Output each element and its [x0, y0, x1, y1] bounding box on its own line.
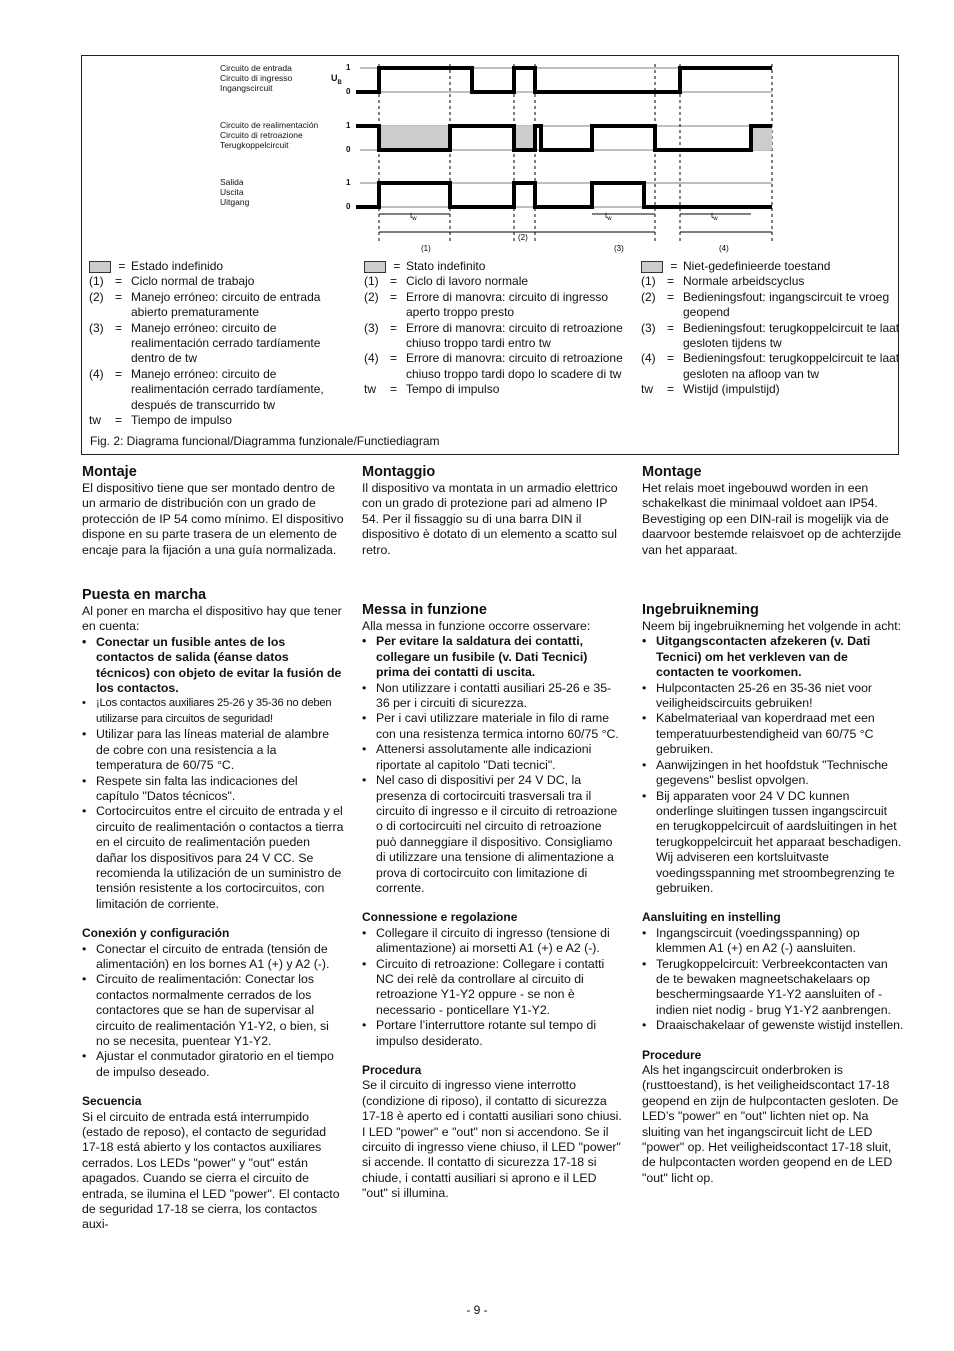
list-item: • Kabelmateriaal van koperdraad met een temperatuurbestendigheid van 60/75 °C gebruiken.	[642, 711, 904, 757]
heading-conexion: Conexión y configuración	[82, 926, 230, 941]
paragraph-messa: Alla messa in funzione occorre osservare:	[362, 619, 591, 634]
list-item: • Circuito de realimentación: Conectar los contactos normalmente cerrados de los contactores que se han de supervisar al circuito de realimentación Y1-Y2, o bien, si no se necesita, puentear Y1-Y2.	[82, 972, 344, 1049]
list-item: • Collegare il circuito di ingresso (tensione di alimentazione) ai morsetti A1 (+) e A2 (-).	[362, 926, 624, 957]
list-item: • Cortocircuitos entre el circuito de entrada y el circuito de realimentación o contactos a tierra en el circuito de realimentación pueden dañar los dispositivos para 24 V CC. Se recomienda la utilización de un suministro de tensión resistente a los cortocircuitos, con limitación de corriente.	[82, 804, 344, 912]
list-messa	[362, 634, 624, 896]
level-low-3: 0	[346, 202, 351, 211]
heading-procedure: Procedure	[642, 1047, 702, 1062]
column-dutch	[642, 463, 904, 1186]
list-item: • Attenersi assolutamente alle indicazioni riportate al capitolo "Dati tecnici".	[362, 742, 624, 773]
heading-aansluiting: Aansluiting en instelling	[642, 910, 781, 925]
heading-procedura: Procedura	[362, 1063, 422, 1077]
level-low-1: 0	[346, 87, 351, 96]
paragraph-secuencia: Si el circuito de entrada está interrumpido (estado de reposo), el contacto de seguridad 17-18 está abierto y los contactos auxiliares cerrados. Los LEDs "power" y "out" están apagados. Cuando se cierra el circuito de entrada, se ilumina el LED "power". El contacto de seguridad 17-18 se cierra, los contactos auxi-	[82, 1109, 340, 1232]
case-label-2: (2)	[518, 233, 528, 242]
case-label-1: (1)	[421, 244, 431, 253]
heading-puesta-en-marcha: Puesta en marcha	[82, 587, 207, 604]
list-item: • Draaischakelaar of gewenste wistijd instellen.	[642, 1018, 904, 1033]
paragraph-procedura: Se il circuito di ingresso viene interrotto (condizione di riposo), il contatto di sicurezza 17-18 è aperto ed i contatti ausiliari sono chiusi. I LED "power" e "out" non si accendono. Se il circuito di ingresso viene chiuso, il LED "power" si accende. Il contatto di sicurezza 17-18 si chiude, i contatti ausiliari si aprono e il LED "out" si illumina.	[362, 1078, 622, 1201]
list-item: • Hulpcontacten 25-26 en 35-36 niet voor veiligheidscircuits gebruiken!	[642, 681, 904, 712]
list-item: • Terugkoppelcircuit: Verbreekcontacten van de te bewaken magneetschakelaars op beschermingsaarde Y1-Y2 aansluiten of - indien niet nodig - brug Y1-Y2 aanbrengen.	[642, 957, 904, 1019]
list-aansluiting	[642, 926, 904, 1034]
paragraph-puesta: Al poner en marcha el dispositivo hay que tener en cuenta:	[82, 604, 342, 634]
tw-label-4: $t_w$	[711, 211, 718, 222]
undefined-state-swatch	[641, 261, 663, 273]
list-item: • Utilizar para las líneas material de alambre de cobre con una resistencia a la temperatura de 60/75 °C.	[82, 727, 344, 773]
undefined-state-swatch	[89, 261, 111, 273]
heading-montage: Montage	[642, 464, 702, 480]
page-number: - 9 -	[466, 1303, 488, 1317]
column-italian	[362, 463, 624, 1202]
level-high-1: 1	[346, 63, 351, 72]
list-item: • Circuito di retroazione: Collegare i contatti NC dei relè da controllare al circuito di retroazione Y1-Y2 oppure - se non è necessario - ponticellare Y1-Y2.	[362, 957, 624, 1019]
list-puesta	[82, 635, 344, 912]
list-item: • Ingangscircuit (voedingsspanning) op klemmen A1 (+) en A2 (-) aansluiten.	[642, 926, 904, 957]
list-item: • Portare l’interruttore rotante sul tempo di impulso desiderato.	[362, 1018, 624, 1049]
list-item: • Non utilizzare i contatti ausiliari 25-26 e 35-36 per i circuiti di sicurezza.	[362, 681, 624, 712]
tw-label-1: $t_w$	[410, 211, 417, 222]
list-item: • Per i cavi utilizzare materiale in filo di rame con una resistenza termica intorno 60/75 °C.	[362, 711, 624, 742]
list-item: • Conectar un fusible antes de los contactos de salida (éanse datos técnicos) con objeto de evitar la fusión de los contactos.	[82, 635, 344, 697]
undefined-state-swatch	[364, 261, 386, 273]
list-conexion	[82, 942, 344, 1081]
level-low-2: 0	[346, 145, 351, 154]
paragraph-montage: Het relais moet ingebouwd worden in een schakelkast die minimaal voldoet aan IP54. Bevestiging op een DIN-rail is mogelijk via de daarvoor bestemde relaisvoet op de achterzijde van het apparaat.	[642, 481, 902, 557]
list-item: • Conectar el circuito de entrada (tensión de alimentación) en los bornes A1 (+) y A2 (-).	[82, 942, 344, 973]
list-item: • Respete sin falta las indicaciones del capítulo "Datos técnicos".	[82, 774, 344, 805]
list-item: • Uitgangscontacten afzekeren (v. Dati Tecnici) om het verkleven van de contacten te voorkomen.	[642, 634, 904, 680]
heading-messa-in-funzione: Messa in funzione	[362, 602, 487, 619]
signal-label-output: Salida Uscita Uitgang	[220, 177, 250, 207]
signal-label-input: Circuito de entrada Circuito di ingresso Ingangscircuit	[220, 63, 293, 93]
list-item: • Nel caso di dispositivi per 24 V DC, la presenza di cortocircuiti trasversali tra il circuito di ingresso e il circuito di retroazione o di cortocircuiti nel circuito di retroazione può danneggiare il dispositivo. Consigliamo di utilizzare una tensione di alimentazione a prova di cortocircuito con limitazione di corrente.	[362, 773, 624, 896]
list-item: • ¡Los contactos auxiliares 25-26 y 35-36 no deben utilizarse para circuitos de seguridad!	[82, 696, 344, 727]
ub-symbol: $U_B$	[331, 73, 342, 86]
paragraph-montaje: El dispositivo tiene que ser montado dentro de un armario de distribución con un grado de protección de IP 54 como mínimo. El dispositivo dispone en su parte trasera de un elemento de encaje para la fijación a una guía normalizada.	[82, 481, 344, 557]
legend-dutch: = Niet-gedefinieerde toestand (1) = Normale arbeidscyclus (2) = Bedieningsfout: ingangscircuit te vroeg geopend (3) = Bedieningsfout: terugkoppelcircuit te laat gesloten tijdens tw (4) = Bedieningsfout: terugkoppelcircuit te laat gesloten na afloop van tw tw = Wistijd (impulstijd)	[641, 259, 900, 397]
list-item: • Bij apparaten voor 24 V DC kunnen onderlinge sluitingen tussen ingangscircuit en terugkoppelcircuit of aardsluitingen in het terugkoppelcircuit het apparaat beschadigen. Wij adviseren een kortsluitvaste voedingsspanning met stroombegrenzing te gebruiken.	[642, 789, 904, 897]
list-ingebruik	[642, 634, 904, 896]
heading-montaggio: Montaggio	[362, 464, 436, 480]
list-item: • Per evitare la saldatura dei contatti, collegare un fusibile (v. Dati Tecnici) prima dei contatti di uscita.	[362, 634, 624, 680]
list-connessione	[362, 926, 624, 1049]
legend-spanish: = Estado indefinido (1) = Ciclo normal de trabajo (2) = Manejo erróneo: circuito de entrada abierto prematuramente (3) = Manejo erróneo: circuito de realimentación cerrado tardíamente dentro de tw (4) = Manejo erróneo: circuito de realimentación cerrado tardíamente, después de transcurrido tw tw = Tiempo de impulso	[89, 259, 324, 428]
figure-caption: Fig. 2: Diagrama funcional/Diagramma funzionale/Functiediagram	[90, 434, 440, 448]
function-diagram-figure	[81, 55, 899, 455]
heading-connessione: Connessione e regolazione	[362, 910, 518, 925]
column-spanish	[82, 463, 344, 1233]
case-label-4: (4)	[719, 244, 729, 253]
list-item: • Aanwijzingen in het hoofdstuk "Technische gegevens" beslist opvolgen.	[642, 758, 904, 789]
level-high-2: 1	[346, 121, 351, 130]
heading-ingebruikneming: Ingebruikneming	[642, 602, 759, 619]
legend-italian: = Stato indefinito (1) = Ciclo di lavoro normale (2) = Errore di manovra: circuito di ingresso aperto troppo presto (3) = Errore di manovra: circuito di retroazione chiuso troppo tardi entro tw (4) = Errore di manovra: circuito di retroazione chiuso troppo tardi dopo lo scadere di tw tw = Tempo di impulso	[364, 259, 623, 397]
timing-waveforms	[82, 56, 898, 256]
tw-label-3: $t_w$	[605, 211, 612, 222]
heading-secuencia: Secuencia	[82, 1094, 142, 1109]
signal-label-feedback: Circuito de realimentación Circuito di retroazione Terugkoppelcircuit	[220, 120, 319, 150]
paragraph-montaggio: Il dispositivo va montata in un armadio elettrico con un grado di protezione pari ad almeno IP 54. Per il fissaggio su di una barra DIN il dispositivo è dotato di un elemento a scatto sul retro.	[362, 481, 618, 557]
list-item: • Ajustar el conmutador giratorio en el tiempo de impulso deseado.	[82, 1049, 344, 1080]
case-label-3: (3)	[614, 244, 624, 253]
paragraph-procedure: Als het ingangscircuit onderbroken is (rusttoestand), is het veiligheidscontact 17-18 geopend en zijn de hulpcontacten gesloten. De LED’s "power" en "out" lichten niet op. Na sluiting van het ingangscircuit licht de LED "power" op. Het veiligheidscontact 17-18 sluit, de hulpcontacten worden geopend en de LED "out" licht op.	[642, 1063, 899, 1185]
heading-montaje: Montaje	[82, 464, 137, 480]
paragraph-ingebruik: Neem bij ingebruikneming het volgende in acht:	[642, 619, 902, 634]
level-high-3: 1	[346, 178, 351, 187]
